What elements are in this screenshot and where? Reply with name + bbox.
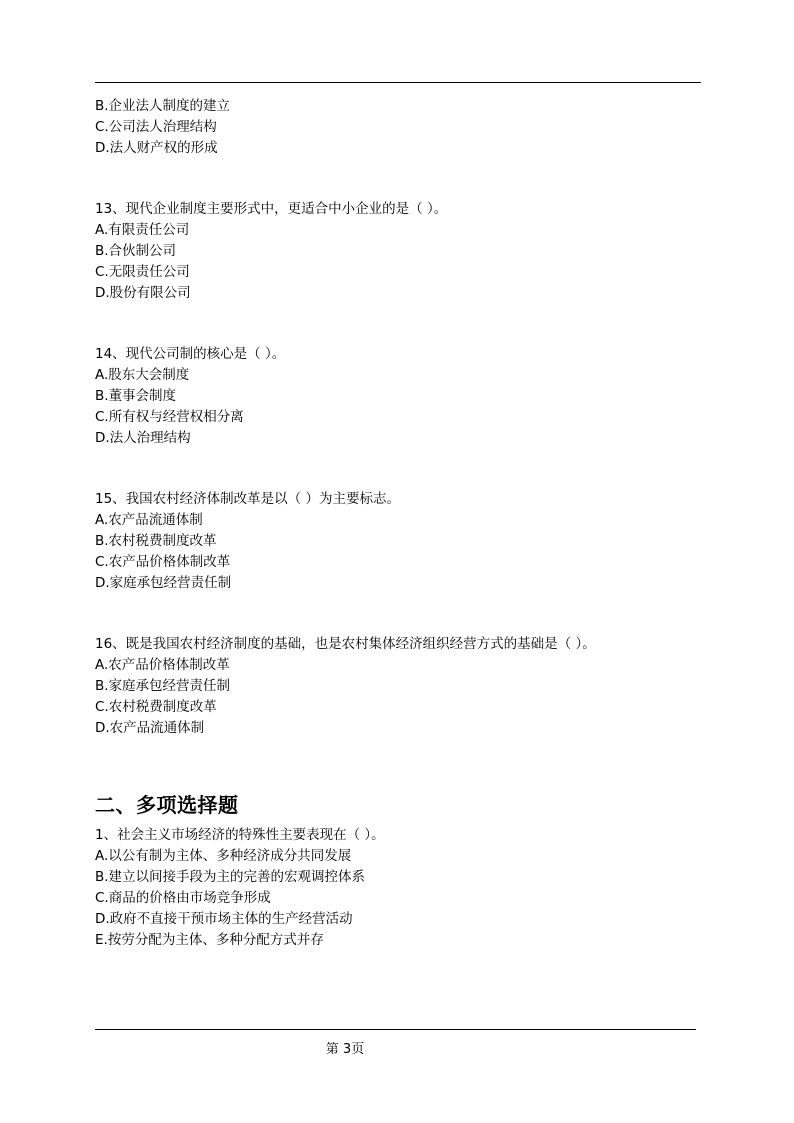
continuation-options [95,96,705,159]
section-title: 二、多项选择题 [95,793,239,817]
question-stem: 13、现代企业制度主要形式中，更适合中小企业的是（ ）。 [95,201,448,217]
question-stem: 1、社会主义市场经济的特殊性主要表现在（ ）。 [95,827,385,843]
option-d: D.股份有限公司 [95,285,191,301]
question-15 [95,489,705,594]
option-c: C.无限责任公司 [95,264,190,280]
option-c: C.商品的价格由市场竞争形成 [95,890,271,906]
question-14 [95,344,705,449]
option-d: D.法人财产权的形成 [95,140,218,156]
option-a: A.农产品价格体制改革 [95,657,230,673]
option-a: A.有限责任公司 [95,222,190,238]
page-number: 第 3页 [325,1042,365,1057]
option-d: D.政府不直接干预市场主体的生产经营活动 [95,911,353,927]
option-d: D.家庭承包经营责任制 [95,575,232,591]
option-a: A.农产品流通体制 [95,512,203,528]
question-13 [95,199,705,304]
option-b: B.董事会制度 [95,388,177,404]
option-d: D.法人治理结构 [95,430,191,446]
option-b: B.农村税费制度改革 [95,533,217,549]
question-stem: 16、既是我国农村经济制度的基础，也是农村集体经济组织经营方式的基础是（ ）。 [95,636,596,652]
option-b: B.建立以间接手段为主的完善的宏观调控体系 [95,869,366,885]
option-c: C.公司法人治理结构 [95,119,217,135]
question-16 [95,634,705,739]
option-e: E.按劳分配为主体、多种分配方式并存 [95,932,324,948]
option-d: D.农产品流通体制 [95,720,205,736]
question-stem: 15、我国农村经济体制改革是以（ ）为主要标志。 [95,491,400,507]
option-b: B.家庭承包经营责任制 [95,678,231,694]
header-rule [95,82,701,83]
option-b: B.企业法人制度的建立 [95,98,231,114]
multi-question-1 [95,825,705,951]
option-c: C.农村税费制度改革 [95,699,217,715]
option-a: A.股东大会制度 [95,367,190,383]
page-content [95,96,705,951]
option-a: A.以公有制为主体、多种经济成分共同发展 [95,848,352,864]
question-stem: 14、现代公司制的核心是（ ）。 [95,346,286,362]
option-c: C.所有权与经营权相分离 [95,409,244,425]
footer-rule [95,1029,696,1030]
option-b: B.合伙制公司 [95,243,177,259]
option-c: C.农产品价格体制改革 [95,554,231,570]
